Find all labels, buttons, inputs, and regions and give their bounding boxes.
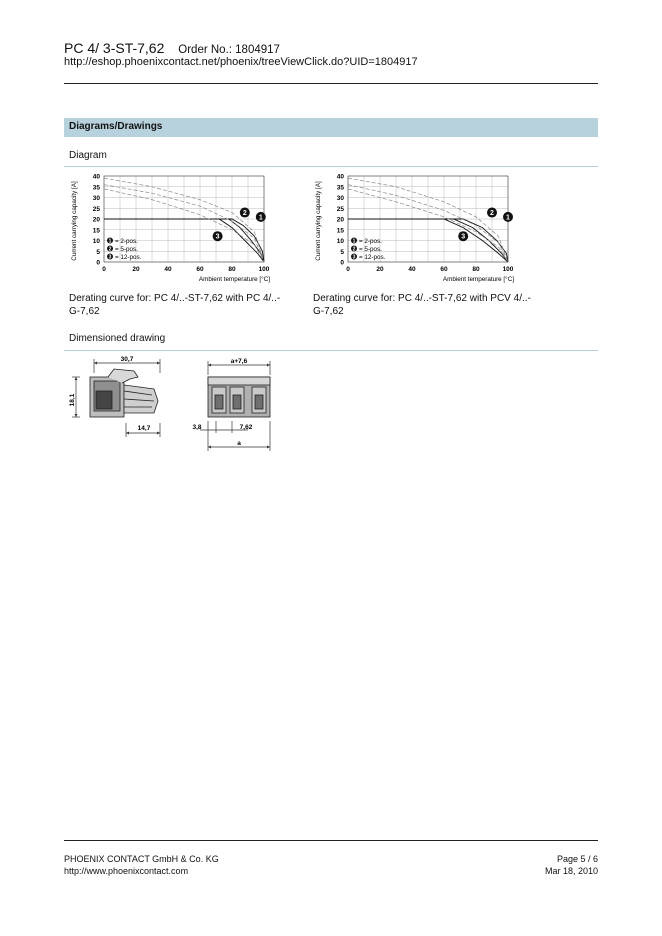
x-axis-label: Ambient temperature [°C] <box>198 276 270 283</box>
legend-label: = 12-pos. <box>115 254 142 261</box>
y-tick-label: 35 <box>92 184 100 192</box>
chart-1-caption: Derating curve for: PC 4/..-ST-7,62 with PC 4/..-G-7,62 <box>69 293 281 317</box>
curve-marker-label: 2 <box>242 210 247 218</box>
header-rule <box>64 83 598 84</box>
y-tick-label: 20 <box>92 216 100 224</box>
x-tick-label: 20 <box>132 266 140 273</box>
dim-height: 18,1 <box>69 393 76 407</box>
dim-width: 30,7 <box>120 356 134 363</box>
drawing-rule <box>64 350 598 351</box>
x-tick-label: 100 <box>502 266 514 273</box>
y-tick-label: 25 <box>336 205 344 213</box>
section-title: Diagrams/Drawings <box>69 121 163 132</box>
footer-right <box>545 853 598 877</box>
front-view-drawing <box>190 355 290 455</box>
y-tick-label: 0 <box>340 259 344 267</box>
y-tick-label: 35 <box>336 184 344 192</box>
x-tick-label: 80 <box>228 266 236 273</box>
y-tick-label: 30 <box>92 195 100 202</box>
x-tick-label: 0 <box>346 266 350 273</box>
legend-marker-number: 1 <box>352 238 356 245</box>
x-tick-label: 40 <box>164 266 172 273</box>
diagram-rule <box>64 166 598 167</box>
y-tick-label: 40 <box>92 173 100 181</box>
legend-marker-number: 3 <box>352 254 356 261</box>
y-tick-label: 20 <box>336 216 344 224</box>
footer-date: Mar 18, 2010 <box>544 866 598 876</box>
y-tick-label: 5 <box>340 248 344 256</box>
y-tick-label: 10 <box>336 238 344 245</box>
product-name: PC 4/ 3-ST-7,62 <box>64 40 165 56</box>
legend-marker-number: 2 <box>352 246 356 253</box>
y-axis-label: Current carrying capacity [A] <box>315 181 322 261</box>
diagram-heading: Diagram <box>69 150 107 161</box>
dim-top: a+7,6 <box>230 358 248 365</box>
x-tick-label: 60 <box>440 266 448 273</box>
curve-marker-label: 1 <box>258 214 263 222</box>
legend-label: = 5-pos. <box>115 246 138 253</box>
legend-label: = 12-pos. <box>359 254 386 261</box>
y-tick-label: 0 <box>96 259 100 267</box>
y-tick-label: 15 <box>336 227 344 235</box>
curve-marker-label: 3 <box>215 233 220 241</box>
curve-marker-label: 3 <box>461 233 466 241</box>
section-band <box>64 118 598 137</box>
x-axis-label: Ambient temperature [°C] <box>442 276 514 283</box>
curve-marker-label: 1 <box>506 214 510 222</box>
dim-pitch: 7,62 <box>239 424 253 431</box>
order-number: Order No.: 1804917 <box>178 44 280 56</box>
x-tick-label: 0 <box>102 266 106 273</box>
legend-marker-number: 3 <box>108 254 112 261</box>
footer-site[interactable]: http://www.phoenixcontact.com <box>64 866 189 876</box>
footer-company: PHOENIX CONTACT GmbH & Co. KG <box>64 854 219 864</box>
y-tick-label: 10 <box>92 238 100 245</box>
y-tick-label: 40 <box>336 173 344 181</box>
y-tick-label: 25 <box>92 205 100 213</box>
footer-page: Page 5 / 6 <box>556 854 598 864</box>
page-title <box>64 40 280 56</box>
footer-rule <box>64 840 598 841</box>
x-tick-label: 60 <box>196 266 204 273</box>
product-url[interactable]: http://eshop.phoenixcontact.net/phoenix/treeViewClick.do?UID=1804917 <box>64 56 418 68</box>
x-tick-label: 100 <box>258 266 270 273</box>
legend-label: = 5-pos. <box>359 246 382 253</box>
legend-marker-number: 2 <box>108 246 112 253</box>
side-view-drawing <box>68 355 188 440</box>
y-tick-label: 30 <box>336 195 344 202</box>
legend-label: = 2-pos. <box>359 238 382 245</box>
y-axis-label: Current carrying capacity [A] <box>71 181 78 261</box>
y-tick-label: 15 <box>92 227 100 235</box>
legend-label: = 2-pos. <box>115 238 138 245</box>
dim-depth: 14,7 <box>137 425 151 432</box>
curve-marker-label: 2 <box>490 210 494 218</box>
y-tick-label: 5 <box>96 248 100 256</box>
chart-2-caption: Derating curve for: PC 4/..-ST-7,62 with PCV 4/..-G-7,62 <box>313 293 531 317</box>
x-tick-label: 40 <box>408 266 416 273</box>
footer-left <box>64 853 219 877</box>
derating-chart-1 <box>64 170 284 290</box>
dim-a: a <box>237 440 241 447</box>
x-tick-label: 20 <box>376 266 384 273</box>
drawing-heading: Dimensioned drawing <box>69 333 166 344</box>
x-tick-label: 80 <box>472 266 480 273</box>
derating-chart-2 <box>308 170 528 290</box>
dim-offset: 3,8 <box>192 424 202 431</box>
legend-marker-number: 1 <box>108 238 112 245</box>
